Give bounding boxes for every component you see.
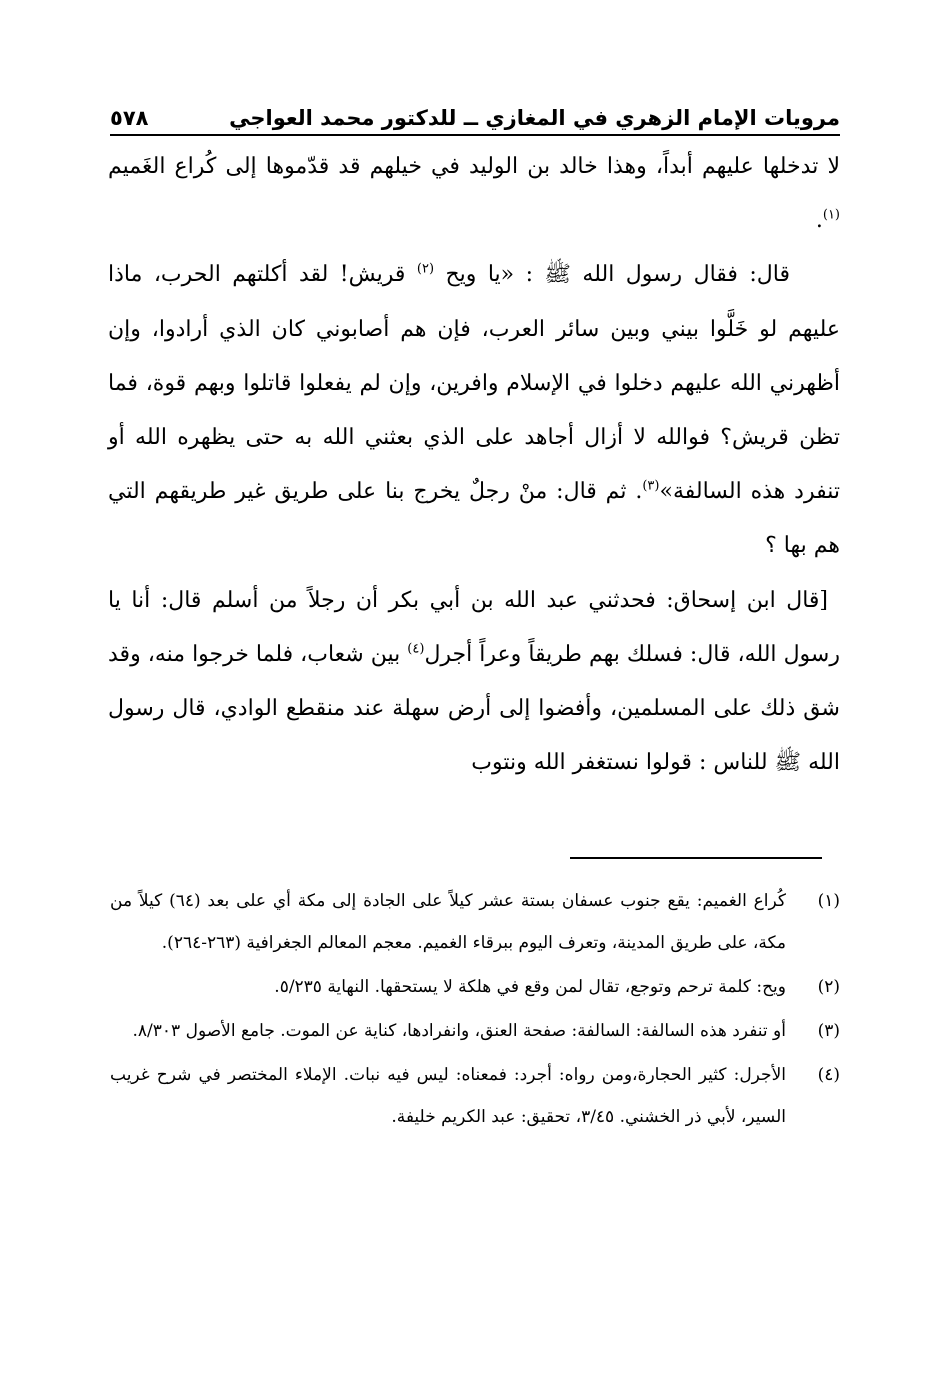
footnote-4 xyxy=(110,1054,840,1138)
paragraph-3-text-b: بين شعاب، فلما خرجوا منه، وقد شق ذلك على المسلمين، وأفضوا إلى أرض سهلة عند منقطع الوادي، قال رسول الله ﷺ للناس : قولوا نستغفر الله ونتوب xyxy=(108,641,840,776)
paragraph-1-text-b: . xyxy=(815,208,823,234)
paragraph-2-text-c: . ثم قال: منْ رجلٌ يخرج بنا على طريق غير طريقهم التي هم بها ؟ xyxy=(108,479,840,559)
footnote-1 xyxy=(110,880,840,964)
paragraph-2-text-a: قال: فقال رسول الله ﷺ : «يا ويح xyxy=(434,262,790,288)
footnote-2 xyxy=(110,966,840,1008)
paragraph-2 xyxy=(108,248,840,573)
footnote-ref-1[interactable]: (١) xyxy=(822,207,840,223)
footnote-ref-2[interactable]: (٢) xyxy=(416,262,435,278)
footnote-number: (١) xyxy=(817,891,840,911)
paragraph-1-text-a: لا تدخلها عليهم أبداً، وهذا خالد بن الوليد في خيلهم قد قدّموها إلى كُراع الغَميم xyxy=(108,154,840,179)
running-header xyxy=(110,98,840,136)
footnote-text: الأجرل: كثير الحجارة،ومن رواه: أجرد: فمعناه: ليس فيه نبات. الإملاء المختصر في شرح غريب السير، لأبي ذر الخشني. ٣/٤٥، تحقيق: عبد الكريم خليفة. xyxy=(110,1065,786,1127)
footnote-number: (٣) xyxy=(817,1021,840,1041)
main-text xyxy=(108,140,840,790)
paragraph-3-text-a: [قال ابن إسحاق: فحدثني عبد الله بن أبي بكر أن رجلاً من أسلم قال: أنا يا رسول الله، قال: فسلك بهم طريقاً وعراً أجرل xyxy=(108,587,840,667)
paragraph-1 xyxy=(108,140,840,248)
footnote-text: أو تنفرد هذه السالفة: السالفة: صفحة العنق، وانفرادها، كناية عن الموت. جامع الأصول ٨/٣٠٣. xyxy=(132,1021,786,1041)
page-number: ٥٧٨ xyxy=(110,106,149,130)
footnote-separator xyxy=(570,857,822,859)
footnote-ref-3[interactable]: (٣) xyxy=(642,478,660,494)
footnote-ref-4[interactable]: (٤) xyxy=(407,641,425,657)
paragraph-2-text-b: قريش! لقد أكلتهم الحرب، ماذا عليهم لو خَلَّوا بيني وبين سائر العرب، فإن هم أصابوني كان الذي أرادوا، وإن أظهرني الله عليهم دخلوا في الإسلام وافرين، وإن لم يفعلوا قاتلوا وبهم قوة، فما تظن قريش؟ فوالله لا أزال أجاهد على الذي بعثني الله به حتى يظهره الله أو تنفرد هذه السالفة» xyxy=(108,262,840,505)
footnote-3 xyxy=(110,1010,840,1052)
footnote-text: ويح: كلمة ترحم وتوجع، تقال لمن وقع في هلكة لا يستحقها. النهاية ٥/٢٣٥. xyxy=(274,977,786,997)
footnote-number: (٤) xyxy=(817,1065,840,1085)
footnotes xyxy=(110,880,840,1140)
paragraph-3 xyxy=(108,574,840,791)
footnote-text: كُراع الغميم: يقع جنوب عسفان بستة عشر كيلاً على الجادة إلى مكة أي على بعد (٦٤) كيلاً من مكة، على طريق المدينة، وتعرف اليوم ببرقاء الغميم. معجم المعالم الجغرافية (٢٦٣-٢٦٤). xyxy=(110,891,786,953)
footnote-number: (٢) xyxy=(817,977,840,997)
running-title: مرويات الإمام الزهري في المغازي ــ للدكتور محمد العواجي xyxy=(229,106,840,130)
